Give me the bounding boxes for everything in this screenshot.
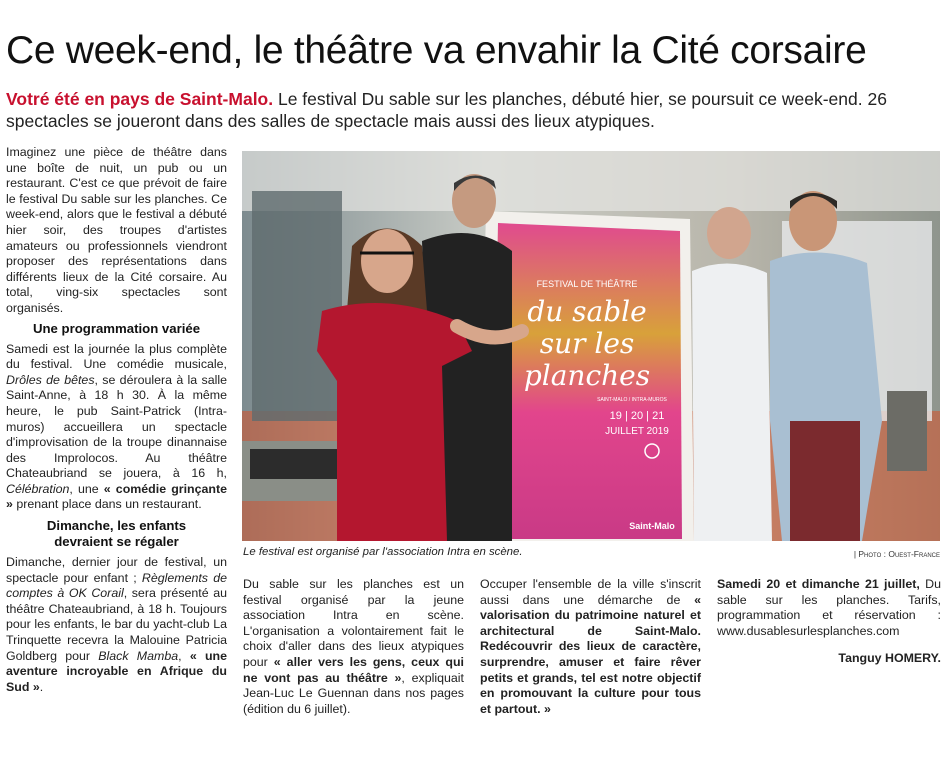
paragraph-organisation: Du sable sur les planches est un festival organisé par la jeune association Intra en scène. L'organisation a volontairement fait le choix d'aller dans des lieux atypiques pour « aller vers les gens, ceux qui ne vont pas au théâtre », expliquait Jean-Luc Le Guennan dans nos pages (édition du 6 juillet). <box>243 577 464 716</box>
photo-caption: Le festival est organisé par l'association Intra en scène. <box>243 546 523 558</box>
paragraph-dimanche: Dimanche, dernier jour de festival, un spectacle pour enfant ; Règlements de comptes à OK Corail, sera présenté au théâtre Chateaubriand, à 18 h. Toujours pour les enfants, le bar du yacht-club La Trinquette recevra la Malouine Patricia Goldberg pour Black Mamba, « une aventure incroyable en Afrique du Sud ». <box>6 555 227 694</box>
headline: Ce week-end, le théâtre va envahir la Cité corsaire <box>6 29 867 72</box>
photo-credit: | Photo : Ouest-France <box>853 549 940 559</box>
poster-place: SAINT-MALO / INTRA-MUROS <box>597 397 667 403</box>
poster-line1: FESTIVAL DE THÉÂTRE <box>536 279 638 289</box>
column-3 <box>480 577 701 717</box>
poster-line3: sur les <box>539 327 635 360</box>
photo-illustration <box>242 151 940 541</box>
author-signature: Tanguy HOMERY. <box>838 651 941 666</box>
poster-line4: planches <box>523 359 651 392</box>
poster-month: JUILLET 2019 <box>605 426 669 437</box>
chapeau-text: Le festival Du sable sur les planches, débuté hier, se poursuit ce week-end. 26 spectacles se joueront dans des salles de spectacle mais aussi des lieux atypiques. <box>6 89 887 131</box>
info-title: Samedi 20 et dimanche 21 juillet, <box>717 577 920 591</box>
subheading-programmation: Une programmation variée <box>32 320 201 336</box>
column-1 <box>6 145 227 695</box>
poster-line2: du sable <box>527 295 647 328</box>
poster-logo: Saint-Malo <box>629 521 675 531</box>
chapeau <box>6 88 936 132</box>
paragraph-ville: Occuper l'ensemble de la ville s'inscrit aussi dans une démarche de « valorisation du patrimoine naturel et architectural de Saint-Malo. Redécouvrir des lieux de caractère, surprendre, amuser et faire rêver petits et grands, tel est notre objectif en promouvant la culture pour tous et partout. » <box>480 577 701 716</box>
poster-dates: 19 | 20 | 21 <box>609 410 665 422</box>
practical-info: Samedi 20 et dimanche 21 juillet, Du sable sur les planches. Tarifs, programmation et réservation : www.dusablesurlesplanches.com <box>717 577 941 638</box>
column-4 <box>717 577 941 667</box>
paragraph-intro: Imaginez une pièce de théâtre dans une boîte de nuit, un pub ou un restaurant. C'est ce que prévoit de faire le festival Du sable sur les planches. Ce week-end, alors que le festival a débuté hier soir, des troupes d'artistes amateurs ou professionnels viendront proposer des représentations dans différents lieux de la Cité corsaire. Au total, ving-six spectacles sont organisés. <box>6 145 227 315</box>
column-2 <box>243 577 464 717</box>
paragraph-samedi: Samedi est la journée la plus complète du festival. Une comédie musicale, Drôles de bêtes, se déroulera à la salle Saint-Anne, à 18 h 30. À la même heure, le pub Saint-Patrick (Intra-muros) accueillera un spectacle d'improvisation de la troupe dinannaise des Improlocos. Au théâtre Chateaubriand se jouera, à 16 h, Célébration, une « comédie grinçante » prenant place dans un restaurant. <box>6 341 227 512</box>
subheading-dimanche: Dimanche, les enfants devraient se régaler <box>46 518 187 550</box>
article-photo <box>242 151 940 541</box>
kicker: Votré été en pays de Saint-Malo. <box>6 89 274 109</box>
